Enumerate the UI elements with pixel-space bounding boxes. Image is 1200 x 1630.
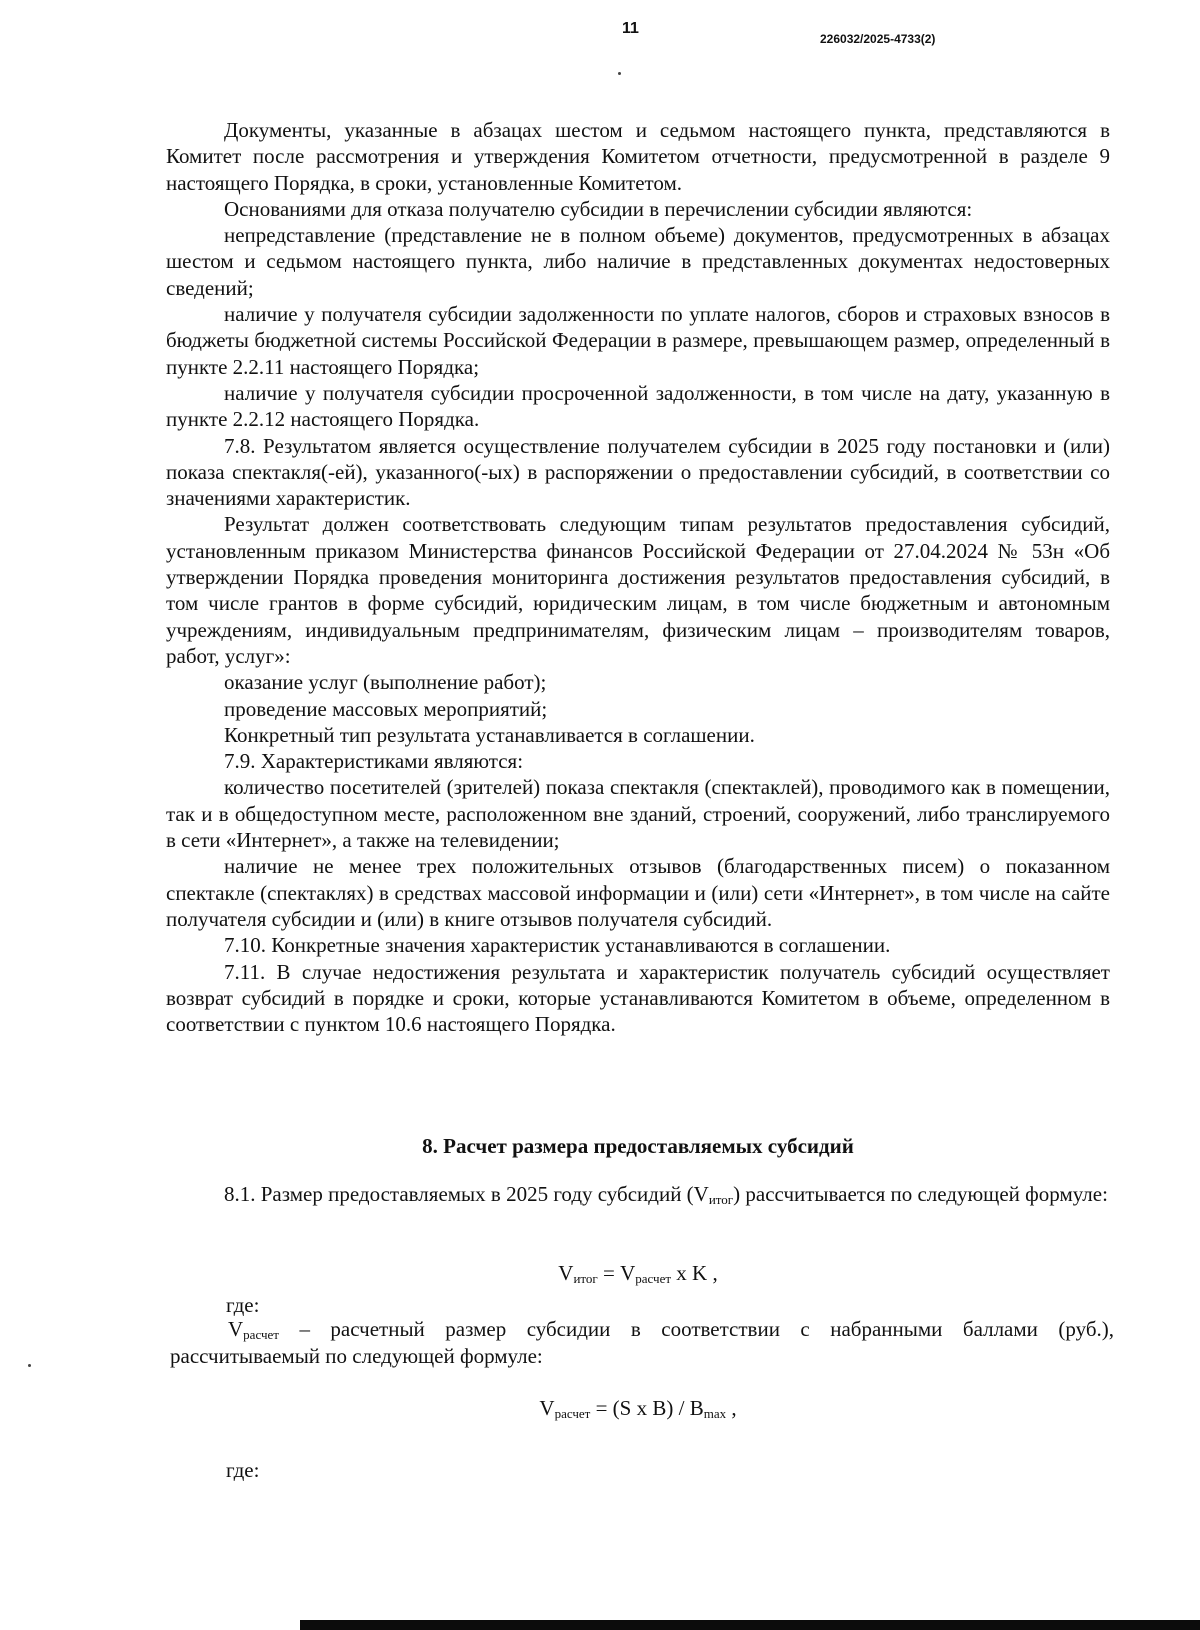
paragraph: Конкретный тип результата устанавливается в соглашении. (224, 722, 755, 747)
paragraph: 7.10. Конкретные значения характеристик устанавливаются в соглашении. (224, 933, 891, 958)
formula-var: V (539, 1396, 555, 1420)
formula-subscript: расчет (635, 1271, 672, 1286)
formula-total (166, 1261, 1110, 1286)
page-number: 11 (622, 20, 639, 37)
formula-rest: x K , (671, 1261, 718, 1285)
scan-speck (618, 72, 621, 75)
vcalc-definition (170, 1316, 1114, 1370)
formula-operator: = V (597, 1261, 636, 1285)
p81-text-after: ) рассчитывается по следующей формуле: (733, 1182, 1108, 1206)
paragraph: проведение массовых мероприятий; (224, 696, 548, 721)
paragraph: Основаниями для отказа получателю субсидии в перечислении субсидии являются: (224, 196, 973, 221)
paragraph: оказание услуг (выполнение работ); (224, 670, 547, 695)
section-heading: 8. Расчет размера предоставляемых субсидий (422, 1134, 854, 1158)
formula-subscript: расчет (554, 1406, 591, 1421)
scan-edge-bar (300, 1620, 1200, 1630)
formula-subscript: итог (573, 1271, 598, 1286)
definition-text: – расчетный размер субсидии в соответствии с набранными баллами (руб.), рассчитываемый по следующей формуле: (170, 1317, 1114, 1368)
body-text (166, 117, 1110, 1037)
paragraph: наличие у получателя субсидии задолженности по уплате налогов, сборов и страховых взносов в бюджеты бюджетной системы Российской Федерации в размере, превышающем размер, определенный в пункте 2.2.11 настоящего Порядка; (166, 302, 1110, 379)
paragraph: 7.8. Результатом является осуществление получателем субсидии в 2025 году постановки и (или) показа спектакля(-ей), указанного(-ых) в распоряжении о предоставлении субсидий, в соответствии со значениями характеристик. (166, 433, 1110, 511)
formula-var: V (558, 1261, 574, 1285)
paragraph: наличие не менее трех положительных отзывов (благодарственных писем) о показанном спектакле (спектаклях) в средствах массовой информации и (или) сети «Интернет», в том числе на сайте получателя субсидии и (или) в книге отзывов получателя субсидий. (166, 854, 1110, 931)
formula-subscript: max (703, 1406, 727, 1421)
where-label: где: (226, 1293, 260, 1317)
paragraph: 7.11. В случае недостижения результата и характеристик получатель субсидий осуществляет возврат субсидий в порядке и сроки, которые устанавливаются Комитетом в объеме, определенном в соответствии с пунктом 10.6 настоящего Порядка. (166, 959, 1110, 1037)
p81-text-before: 8.1. Размер предоставляемых в 2025 году субсидий (V (224, 1182, 709, 1206)
where-label: где: (226, 1458, 260, 1482)
p81-subscript: итог (708, 1192, 734, 1207)
paragraph: непредставление (представление не в полном объеме) документов, предусмотренных в абзацах шестом и седьмом настоящего пункта, либо наличие в представленных документах недостоверных сведений; (166, 223, 1110, 300)
paragraph: Документы, указанные в абзацах шестом и седьмом настоящего пункта, представляются в Комитет после рассмотрения и утверждения Комитетом отчетности, предусмотренной в разделе 9 настоящего Порядка, в сроки, установленные Комитетом. (166, 118, 1110, 195)
formula-subscript: расчет (243, 1327, 279, 1342)
formula-rest: , (726, 1396, 737, 1420)
paragraph: 7.9. Характеристиками являются: (224, 749, 524, 774)
formula-operator: = (S x B) / B (590, 1396, 704, 1420)
paragraph: наличие у получателя субсидии просроченной задолженности, в том числе на дату, указанную в пункте 2.2.12 настоящего Порядка. (166, 380, 1110, 432)
paragraph: количество посетителей (зрителей) показа спектакля (спектаклей), проводимого как в помещении, так и в общедоступном месте, расположенном вне зданий, строений, сооружений, либо транслируемого в сети «Интернет», а также на телевидении; (166, 775, 1110, 853)
formula-var: V (228, 1317, 244, 1341)
paragraph-8-1 (166, 1181, 1110, 1207)
paragraph: Результат должен соответствовать следующим типам результатов предоставления субсидий, установленным приказом Министерства финансов Российской Федерации от 27.04.2024 № 53н «Об утверждении Порядка проведения мониторинга достижения результатов предоставления субсидий, в том числе грантов в форме субсидий, юридическим лицам, в том числе бюджетным и автономным учреждениям, индивидуальным предпринимателям, физическим лицам – производителям товаров, работ, услуг»: (166, 512, 1110, 668)
document-id: 226032/2025-4733(2) (820, 32, 936, 46)
formula-calc (166, 1396, 1110, 1421)
scan-speck (28, 1364, 31, 1367)
